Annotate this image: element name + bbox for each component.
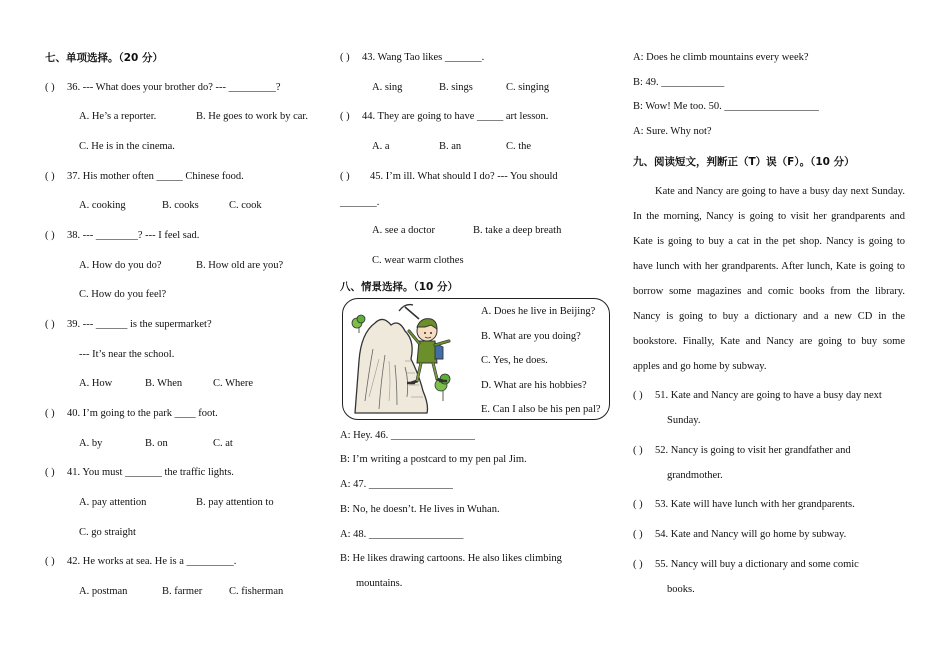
scenario-option: E. Can I also be his pen pal? xyxy=(481,404,601,415)
scenario-option: B. What are you doing? xyxy=(481,331,581,342)
option[interactable]: B. He goes to work by car. xyxy=(196,111,308,122)
statement-54: 54. Kate and Nancy will go home by subway. xyxy=(655,529,847,540)
option[interactable]: C. fisherman xyxy=(229,586,284,597)
dialogue-line[interactable]: A: 48. __________________ xyxy=(340,529,464,540)
answer-blank[interactable]: ( ) xyxy=(45,82,55,93)
answer-blank[interactable]: ( ) xyxy=(633,499,643,510)
statement-53: 53. Kate will have lunch with her grandparents. xyxy=(655,499,855,510)
answer-blank[interactable]: ( ) xyxy=(45,467,55,478)
option[interactable]: A. How xyxy=(79,378,113,389)
option[interactable]: C. singing xyxy=(506,82,550,93)
option[interactable]: A. a xyxy=(372,141,390,152)
option[interactable]: B. an xyxy=(439,141,462,152)
answer-blank[interactable]: ( ) xyxy=(45,319,55,330)
scenario-box xyxy=(342,298,610,420)
statement-51: 51. Kate and Nancy are going to have a busy day next xyxy=(655,390,882,401)
answer-blank[interactable]: ( ) xyxy=(45,230,55,241)
scenario-option: D. What are his hobbies? xyxy=(481,380,587,391)
question-36: 36. --- What does your brother do? --- _________? xyxy=(67,82,281,93)
statement-55: 55. Nancy will buy a dictionary and some comic xyxy=(655,559,859,570)
scenario-option: C. Yes, he does. xyxy=(481,355,548,366)
statement-52-continuation: grandmother. xyxy=(667,470,723,481)
dialogue-line[interactable]: B: Wow! Me too. 50. __________________ xyxy=(633,101,819,112)
answer-blank[interactable]: ( ) xyxy=(633,559,643,570)
statement-55-continuation: books. xyxy=(667,584,695,595)
dialogue-line: B: No, he doesn’t. He lives in Wuhan. xyxy=(340,504,500,515)
answer-blank[interactable]: ( ) xyxy=(340,111,350,122)
answer-blank[interactable]: ( ) xyxy=(633,390,643,401)
option[interactable]: A. How do you do? xyxy=(79,260,162,271)
dialogue-line: A: Does he climb mountains every week? xyxy=(633,52,809,63)
option[interactable]: B. sings xyxy=(439,82,473,93)
answer-blank[interactable]: ( ) xyxy=(45,556,55,567)
option[interactable]: C. Where xyxy=(213,378,254,389)
option[interactable]: A. cooking xyxy=(79,200,126,211)
option[interactable]: B. farmer xyxy=(162,586,203,597)
option[interactable]: A. He’s a reporter. xyxy=(79,111,157,122)
option[interactable]: C. at xyxy=(213,438,233,449)
option[interactable]: B. take a deep breath xyxy=(473,225,562,236)
boy-climbing-mountain-illustration xyxy=(345,301,465,419)
option[interactable]: A. by xyxy=(79,438,103,449)
question-40: 40. I’m going to the park ____ foot. xyxy=(67,408,218,419)
dialogue-line[interactable]: A: 47. ________________ xyxy=(340,479,453,490)
option[interactable]: B. pay attention to xyxy=(196,497,274,508)
question-43: 43. Wang Tao likes _______. xyxy=(362,52,485,63)
answer-blank[interactable]: ( ) xyxy=(633,529,643,540)
dialogue-line: A: Sure. Why not? xyxy=(633,126,712,137)
answer-blank[interactable]: ( ) xyxy=(45,171,55,182)
option[interactable]: C. How do you feel? xyxy=(79,289,167,300)
question-37: 37. His mother often _____ Chinese food. xyxy=(67,171,244,182)
dialogue-line: mountains. xyxy=(356,578,403,589)
answer-blank[interactable]: ( ) xyxy=(340,52,350,63)
dialogue-line[interactable]: A: Hey. 46. ________________ xyxy=(340,430,475,441)
question-39-reply: --- It’s near the school. xyxy=(79,349,175,360)
answer-blank[interactable]: ( ) xyxy=(45,408,55,419)
option[interactable]: A. pay attention xyxy=(79,497,147,508)
section7-title: 七、单项选择。（20 分） xyxy=(45,52,164,64)
option[interactable]: C. He is in the cinema. xyxy=(79,141,175,152)
question-39: 39. --- ______ is the supermarket? xyxy=(67,319,212,330)
option[interactable]: C. go straight xyxy=(79,527,136,538)
section9-title: 九、阅读短文，判断正（T）误（F）。（10 分） xyxy=(633,156,855,168)
option[interactable]: A. see a doctor xyxy=(372,225,435,236)
question-42: 42. He works at sea. He is a _________. xyxy=(67,556,237,567)
option[interactable]: C. cook xyxy=(229,200,262,211)
question-41: 41. You must _______ the traffic lights. xyxy=(67,467,234,478)
statement-52: 52. Nancy is going to visit her grandfather and xyxy=(655,445,851,456)
question-45: 45. I’m ill. What should I do? --- You should xyxy=(370,171,558,182)
option[interactable]: B. on xyxy=(145,438,168,449)
reading-passage: Kate and Nancy are going to have a busy day next Sunday. In the morning, Nancy is going to visit her grandparents and Kate is going to buy a cat in the pet shop. Nancy is going to have lunch with her grandparents. After lunch, Kate is going to borrow some magazines and comic books from the library. Nancy is going to buy a dictionary and a new CD in the bookstore. Finally, Kate and Nancy are going to buy some apples and go home by subway. xyxy=(633,186,905,372)
option[interactable]: A. sing xyxy=(372,82,403,93)
question-38: 38. --- ________? --- I feel sad. xyxy=(67,230,200,241)
statement-51-continuation: Sunday. xyxy=(667,415,701,426)
option[interactable]: A. postman xyxy=(79,586,128,597)
answer-blank[interactable]: ( ) xyxy=(340,171,350,182)
answer-blank[interactable]: ( ) xyxy=(633,445,643,456)
question-44: 44. They are going to have _____ art lesson. xyxy=(362,111,549,122)
option[interactable]: C. the xyxy=(506,141,532,152)
scenario-option: A. Does he live in Beijing? xyxy=(481,306,596,317)
option[interactable]: B. cooks xyxy=(162,200,199,211)
dialogue-line: B: I’m writing a postcard to my pen pal Jim. xyxy=(340,454,527,465)
dialogue-line[interactable]: B: 49. ____________ xyxy=(633,77,725,88)
option[interactable]: B. When xyxy=(145,378,183,389)
option[interactable]: C. wear warm clothes xyxy=(372,255,464,266)
section8-title: 八、情景选择。（10 分） xyxy=(340,281,459,293)
option[interactable]: B. How old are you? xyxy=(196,260,284,271)
question-45-continuation: _______. xyxy=(340,197,380,208)
dialogue-line: B: He likes drawing cartoons. He also likes climbing xyxy=(340,553,562,564)
